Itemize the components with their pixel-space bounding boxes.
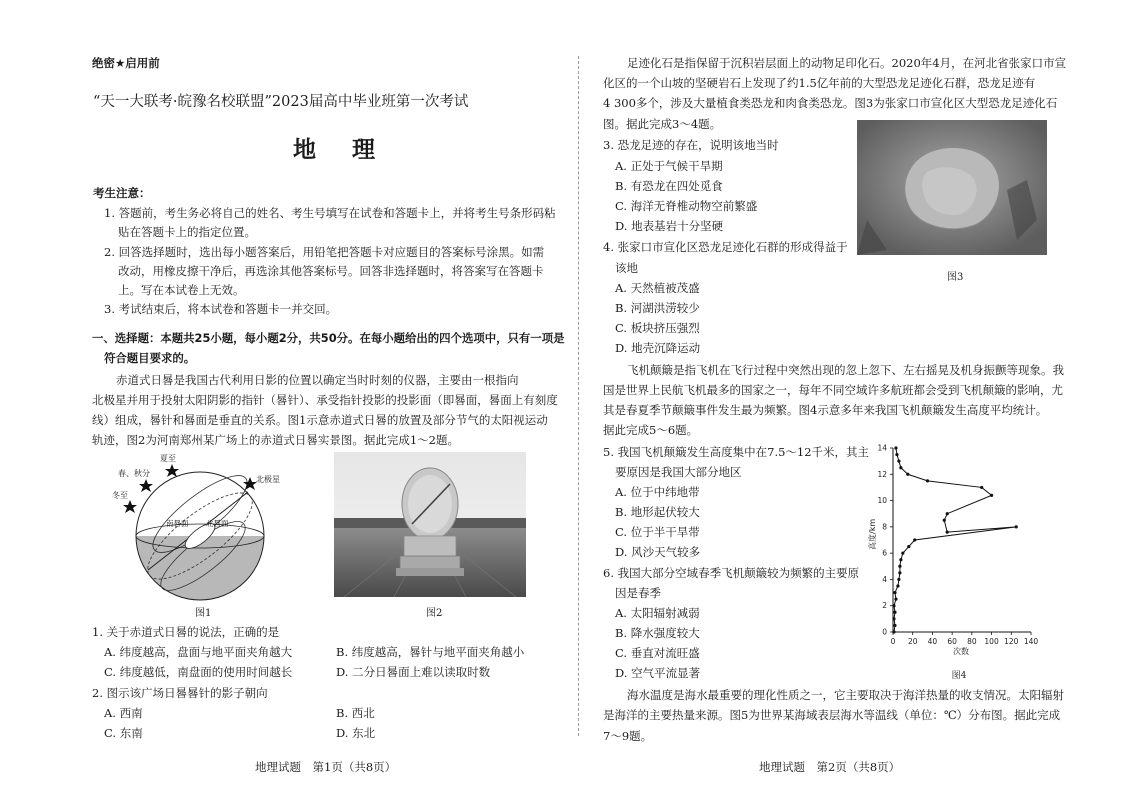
chart-data-point <box>907 545 910 548</box>
chart-data-point <box>898 571 901 574</box>
y-tick-label: 2 <box>882 601 887 611</box>
chart-data-point <box>1015 525 1018 528</box>
x-tick-label: 40 <box>927 637 938 646</box>
intro-paragraph: 7～9题。 <box>603 729 653 743</box>
page-2-footer: 地理试题 第2页（共8页） <box>759 760 901 774</box>
question-6-stem: 6. 我国大部分空域春季飞机颠簸较为频繁的主要原 <box>603 566 860 580</box>
x-tick-label: 80 <box>967 637 977 646</box>
intro-paragraph: 据此完成5～6题。 <box>603 423 699 437</box>
chart-caption: 图4 <box>951 671 967 681</box>
chart-data-point <box>893 591 896 594</box>
question-3-option-b: B. 有恐龙在四处觅食 <box>615 179 723 193</box>
figure-4-turbulence-chart <box>863 440 1063 682</box>
chart-data-point <box>897 460 900 463</box>
chart-data-point <box>896 584 899 587</box>
intro-paragraph: 是海洋的主要热量来源。图5为世界某海域表层海水等温线（单位：℃）分布图。据此完成 <box>603 708 1061 722</box>
y-tick-label: 8 <box>882 522 887 532</box>
chart-series-line <box>894 448 1016 632</box>
question-5-option-b: B. 地形起伏较大 <box>615 505 700 519</box>
question-6-option-d: D. 空气平流显著 <box>615 666 701 680</box>
chart-data-point <box>906 473 909 476</box>
question-1-option-b: B. 纬度越高，晷针与地平面夹角越小 <box>336 645 525 659</box>
chart-data-point <box>926 479 929 482</box>
chart-data-point <box>893 624 896 627</box>
chart-ticks <box>877 444 1038 647</box>
intro-paragraph: 4 300多个，涉及大量植食类恐龙和肉食类恐龙。图3为张家口市宣化区大型恐龙足迹化石 <box>603 96 1058 110</box>
question-4-option-b: B. 河湖洪涝较少 <box>615 301 700 315</box>
question-2-option-b: B. 西北 <box>336 706 375 720</box>
chart-data-point <box>946 531 949 534</box>
figure-1-sundial-diagram <box>108 452 283 602</box>
x-tick-label: 20 <box>907 637 918 646</box>
notice-line: 贴在答题卡上的指定位置。 <box>118 225 256 239</box>
chart-data-point <box>894 446 897 449</box>
notice-line: 上。写在本试卷上无效。 <box>118 283 245 297</box>
chart-data-point <box>899 558 902 561</box>
chart-data-point <box>946 512 949 515</box>
question-5-option-c: C. 位于半干旱带 <box>615 525 700 539</box>
footprint-photo-image <box>857 120 1047 255</box>
question-3-option-c: C. 海洋无脊椎动物空前繁盛 <box>615 199 758 213</box>
question-3-option-a: A. 正处于气候干旱期 <box>615 159 723 173</box>
question-3-option-d: D. 地表基岩十分坚硬 <box>615 219 724 233</box>
notice-line: 3. 考试结束后，将本试卷和答题卡一并交回。 <box>104 302 338 316</box>
y-tick-label: 14 <box>877 443 887 453</box>
question-2-option-a: A. 西南 <box>104 706 143 720</box>
x-tick-label: 100 <box>984 637 999 646</box>
notice-line: 1. 答题前，考生务必将自己的姓名、考生号填写在试卷和答题卡上，并将考生号条形码粘 <box>104 206 556 220</box>
label-equinox: 春、秋分 <box>118 469 150 478</box>
chart-data-point <box>892 630 895 633</box>
secret-label: 绝密★启用前 <box>92 56 160 70</box>
section-title-cont: 符合题目要求的。 <box>104 351 196 365</box>
chart-data-point <box>898 565 901 568</box>
chart-data-point <box>913 538 916 541</box>
label-winter-solstice: 冬至 <box>112 491 128 500</box>
chart-data-point <box>901 552 904 555</box>
question-2-option-d: D. 东北 <box>336 726 376 740</box>
page-2 <box>563 0 1126 810</box>
chart-data-point <box>893 611 896 614</box>
y-tick-label: 6 <box>882 548 887 558</box>
y-tick-label: 0 <box>882 627 887 637</box>
chart-data-point <box>892 604 895 607</box>
y-tick-label: 10 <box>877 496 887 506</box>
chart-data-point <box>894 598 897 601</box>
intro-paragraph: 化区的一个山坡的坚硬岩石上发现了约1.5亿年前的大型恐龙足迹化石群，恐龙足迹有 <box>603 76 1036 90</box>
chart-y-axis-label: 高度/km <box>868 518 877 550</box>
question-1-option-c: C. 纬度越低，南盘面的使用时间越长 <box>104 665 293 679</box>
label-summer-solstice: 夏至 <box>160 454 176 463</box>
notice-title: 考生注意： <box>93 186 151 200</box>
intro-paragraph: 轨迹，图2为河南郑州某广场上的赤道式日晷实景图。据此完成1～2题。 <box>92 433 459 447</box>
question-5-option-d: D. 风沙天气较多 <box>615 545 701 559</box>
chart-data-point <box>980 486 983 489</box>
question-4-stem-cont: 该地 <box>615 261 638 275</box>
chart-x-axis-label: 次数 <box>953 647 969 656</box>
figure-3-caption: 图3 <box>947 272 964 283</box>
section-title: 一、选择题：本题共25小题，每小题2分，共50分。在每小题给出的四个选项中，只有一项是 <box>92 331 565 345</box>
intro-paragraph: 足迹化石是指保留于沉积岩层面上的动物足印化石。2020年4月，在河北省张家口市宣 <box>627 56 1067 70</box>
question-4-option-d: D. 地壳沉降运动 <box>615 341 701 355</box>
figure-1-caption: 图1 <box>195 608 212 619</box>
sundial-photo-image <box>334 452 526 597</box>
question-5-stem: 5. 我国飞机颠簸发生高度集中在7.5～12千米，其主 <box>603 445 870 459</box>
x-tick-label: 140 <box>1023 637 1039 646</box>
chart-data-point <box>897 578 900 581</box>
label-north-dial: 北晷面 <box>206 519 229 528</box>
intro-paragraph: 线）组成，晷针和晷面是垂直的关系。图1示意赤道式日晷的放置及部分节气的太阳视运动 <box>92 413 548 427</box>
question-1-option-a: A. 纬度越高，盘面与地平面夹角越大 <box>104 645 293 659</box>
intro-paragraph: 海水温度是海水最重要的理化性质之一，它主要取决于海洋热量的收支情况。太阳辐射 <box>627 688 1064 702</box>
question-4-option-a: A. 天然植被茂盛 <box>615 281 700 295</box>
figure-2-sundial-photo <box>334 452 526 597</box>
equinox-sun-star <box>139 479 153 492</box>
x-tick-label: 0 <box>890 637 896 646</box>
question-6-option-c: C. 垂直对流旺盛 <box>615 646 700 660</box>
chart-points <box>892 446 1017 633</box>
y-tick-label: 12 <box>877 469 887 479</box>
polaris-star <box>243 477 257 490</box>
notice-line: 改动，用橡皮擦干净后，再选涂其他答案标号。回答非选择题时，将答案写在答题卡 <box>118 264 544 278</box>
exam-title: “天一大联考·皖豫名校联盟”2023届高中毕业班第一次考试 <box>93 94 469 110</box>
x-tick-label: 120 <box>1004 637 1019 646</box>
question-2-stem: 2. 图示该广场日晷晷针的影子朝向 <box>92 686 268 700</box>
label-south-dial: 南晷面 <box>166 519 189 528</box>
question-1-option-d: D. 二分日晷面上难以读取时数 <box>336 665 491 679</box>
chart-data-point <box>892 617 895 620</box>
question-6-option-b: B. 降水强度较大 <box>615 626 700 640</box>
intro-paragraph: 飞机颠簸是指飞机在飞行过程中突然出现的忽上忽下、左右摇晃及机身振颤等现象。我 <box>627 363 1064 377</box>
question-2-option-c: C. 东南 <box>104 726 143 740</box>
intro-paragraph: 其是春夏季节颠簸事件发生最为频繁。图4示意多年来我国飞机颠簸发生高度平均统计。 <box>603 403 1048 417</box>
page-1-footer: 地理试题 第1页（共8页） <box>255 760 397 774</box>
intro-paragraph: 国是世界上民航飞机最多的国家之一，每年不同空域许多航班都会受到飞机颠簸的影响，尤 <box>603 383 1063 397</box>
question-5-option-a: A. 位于中纬地带 <box>615 485 700 499</box>
intro-paragraph: 北极星并用于投射太阳阴影的指针（晷针）、承受指针投影的投影面（即晷面，晷面上有刻度 <box>92 393 558 407</box>
question-6-stem-cont: 因是春季 <box>615 586 661 600</box>
x-tick-label: 60 <box>947 637 957 646</box>
ground-shading <box>128 536 278 602</box>
question-3-stem: 3. 恐龙足迹的存在，说明该地当时 <box>603 138 779 152</box>
question-1-stem: 1. 关于赤道式日晷的说法，正确的是 <box>92 625 280 639</box>
question-6-option-a: A. 太阳辐射减弱 <box>615 606 700 620</box>
label-polaris: 北极星 <box>256 475 280 484</box>
chart-data-point <box>899 466 902 469</box>
chart-data-point <box>943 519 946 522</box>
question-4-stem: 4. 张家口市宣化区恐龙足迹化石群的形成得益于 <box>603 240 848 254</box>
figure-3-footprint-photo <box>857 120 1047 255</box>
figure-2-caption: 图2 <box>426 608 443 619</box>
question-4-option-c: C. 板块挤压强烈 <box>615 321 700 335</box>
y-tick-label: 4 <box>882 574 887 584</box>
winter-sun-star <box>123 500 137 513</box>
question-5-stem-cont: 要原因是我国大部分地区 <box>615 465 742 479</box>
notice-line: 2. 回答选择题时，选出每小题答案后，用铅笔把答题卡对应题目的答案标号涂黑。如需 <box>104 245 545 259</box>
intro-paragraph: 图。据此完成3～4题。 <box>603 117 722 131</box>
chart-data-point <box>895 453 898 456</box>
subject-title: 地 理 <box>293 137 390 163</box>
summer-sun-star <box>165 464 179 477</box>
chart-data-point <box>990 494 993 497</box>
intro-paragraph: 赤道式日晷是我国古代利用日影的位置以确定当时时刻的仪器，主要由一根指向 <box>116 373 519 387</box>
